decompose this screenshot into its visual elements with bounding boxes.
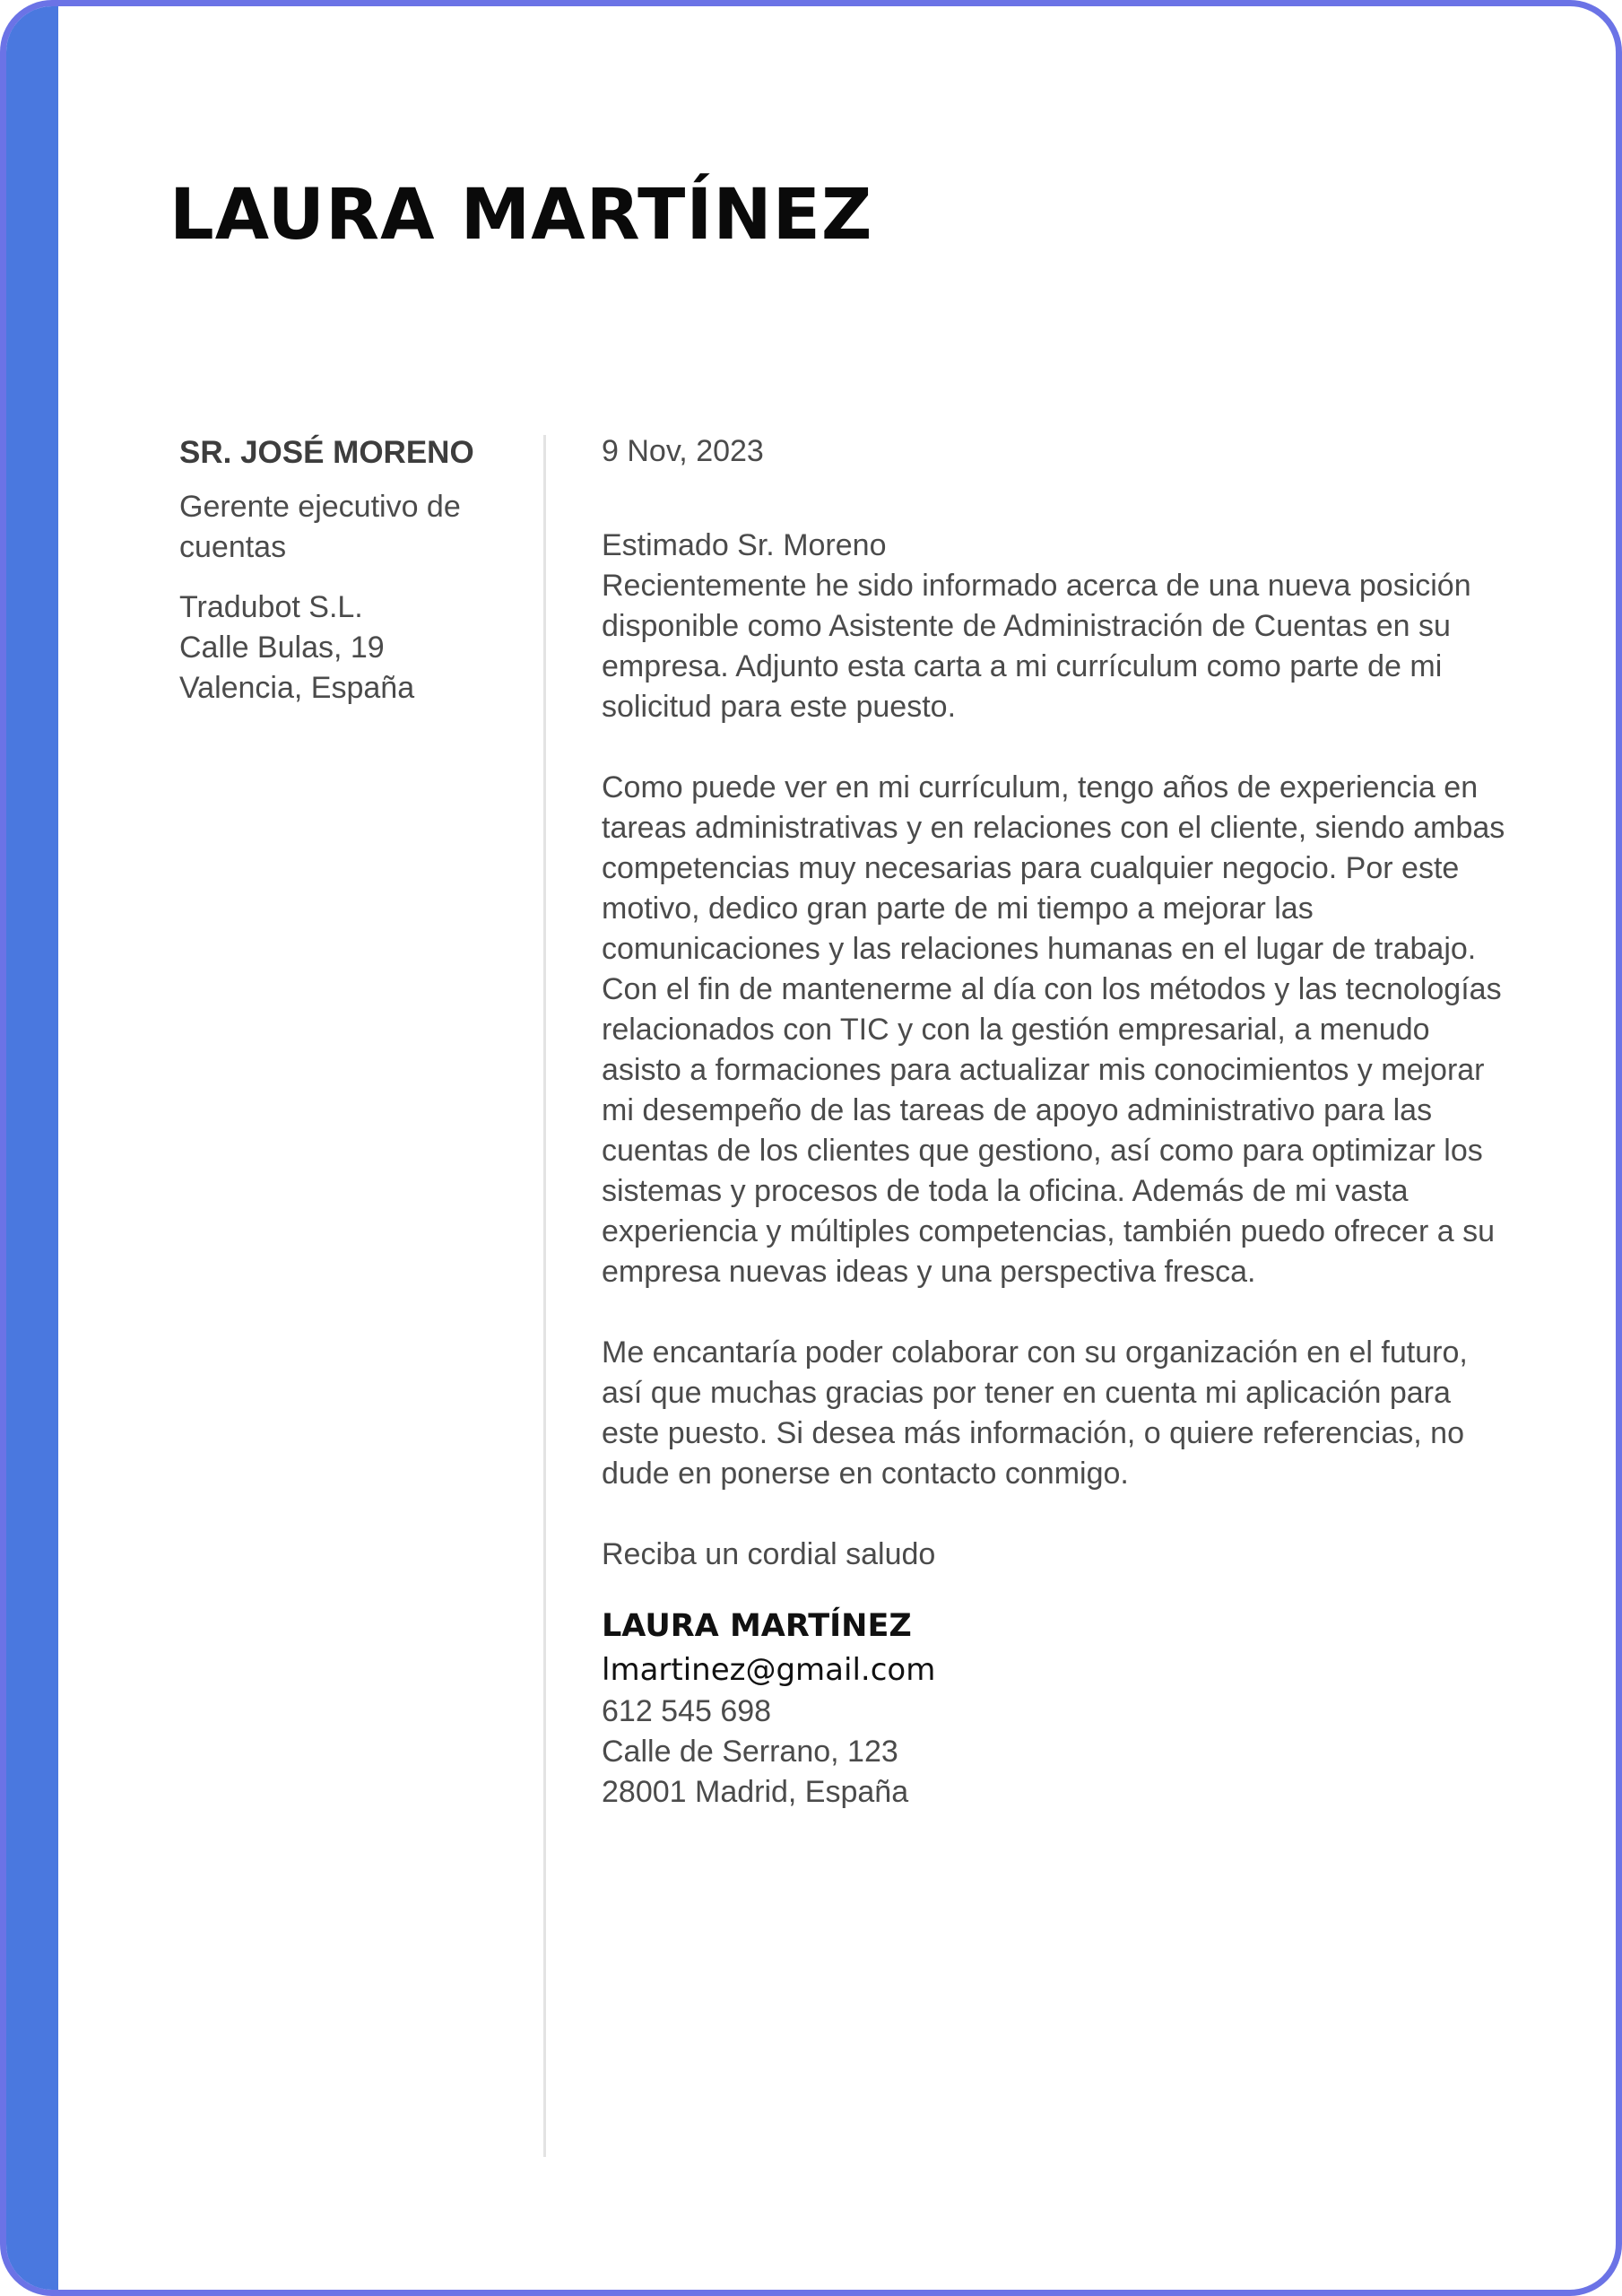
signature-name: LAURA MARTÍNEZ: [602, 1608, 912, 1644]
accent-side-bar: [6, 6, 58, 2296]
recipient-name: SR. JOSÉ MORENO: [179, 435, 474, 470]
recipient-company: Tradubot S.L.: [179, 590, 363, 624]
letter-paragraph: Como puede ver en mi currículum, tengo años de experiencia en tareas administrativas y en relaciones con el cliente, siendo ambas competencias muy necesarias para cualquier negocio. Por este motivo, dedico gran parte de mi tiempo a mejorar las comunicaciones y las relaciones humanas en el lugar de trabajo. Con el fin de mantenerme al día con los métodos y las tecnologías relacionados con TIC y con la gestión empresarial, a menudo asisto a formaciones para actualizar mis conocimientos y mejorar mi desempeño de las tareas de apoyo administrativo para las cuentas de los clientes que gestiono, así como para optimizar los sistemas y procesos de toda la oficina. Además de mi vasta experiencia y múltiples competencias, también puedo ofrecer a su empresa nuevas ideas y una perspectiva fresca.: [602, 770, 1505, 1289]
signature-email: lmartinez@gmail.com: [602, 1652, 936, 1688]
letter-paragraph: Me encantaría poder colaborar con su organización en el futuro, así que muchas gracias por tener en cuenta mi aplicación para este puesto. Si desea más información, o quiere referencias, no dude en ponerse en contacto conmigo.: [602, 1335, 1468, 1491]
recipient-city: Valencia, España: [179, 671, 415, 705]
letter-body: [602, 431, 1516, 1813]
signature-block: [602, 1604, 1516, 1813]
signature-city: 28001 Madrid, España: [602, 1775, 909, 1809]
signature-street: Calle de Serrano, 123: [602, 1735, 898, 1769]
recipient-street: Calle Bulas, 19: [179, 631, 385, 665]
header-name: LAURA MARTÍNEZ: [169, 175, 873, 256]
letter-date: 9 Nov, 2023: [602, 434, 764, 468]
letter-closing: Reciba un cordial saludo: [602, 1537, 936, 1571]
column-divider: [543, 435, 546, 2157]
letter-salutation: Estimado Sr. Moreno: [602, 528, 887, 562]
recipient-title: Gerente ejecutivo de cuentas: [179, 490, 461, 564]
letter-paragraph: Recientemente he sido informado acerca de una nueva posición disponible como Asistente de Administración de Cuentas en su empresa. Adjunto esta carta a mi currículum como parte de mi solicitud para este puesto.: [602, 569, 1471, 724]
recipient-block: [179, 431, 520, 709]
signature-phone: 612 545 698: [602, 1694, 772, 1728]
